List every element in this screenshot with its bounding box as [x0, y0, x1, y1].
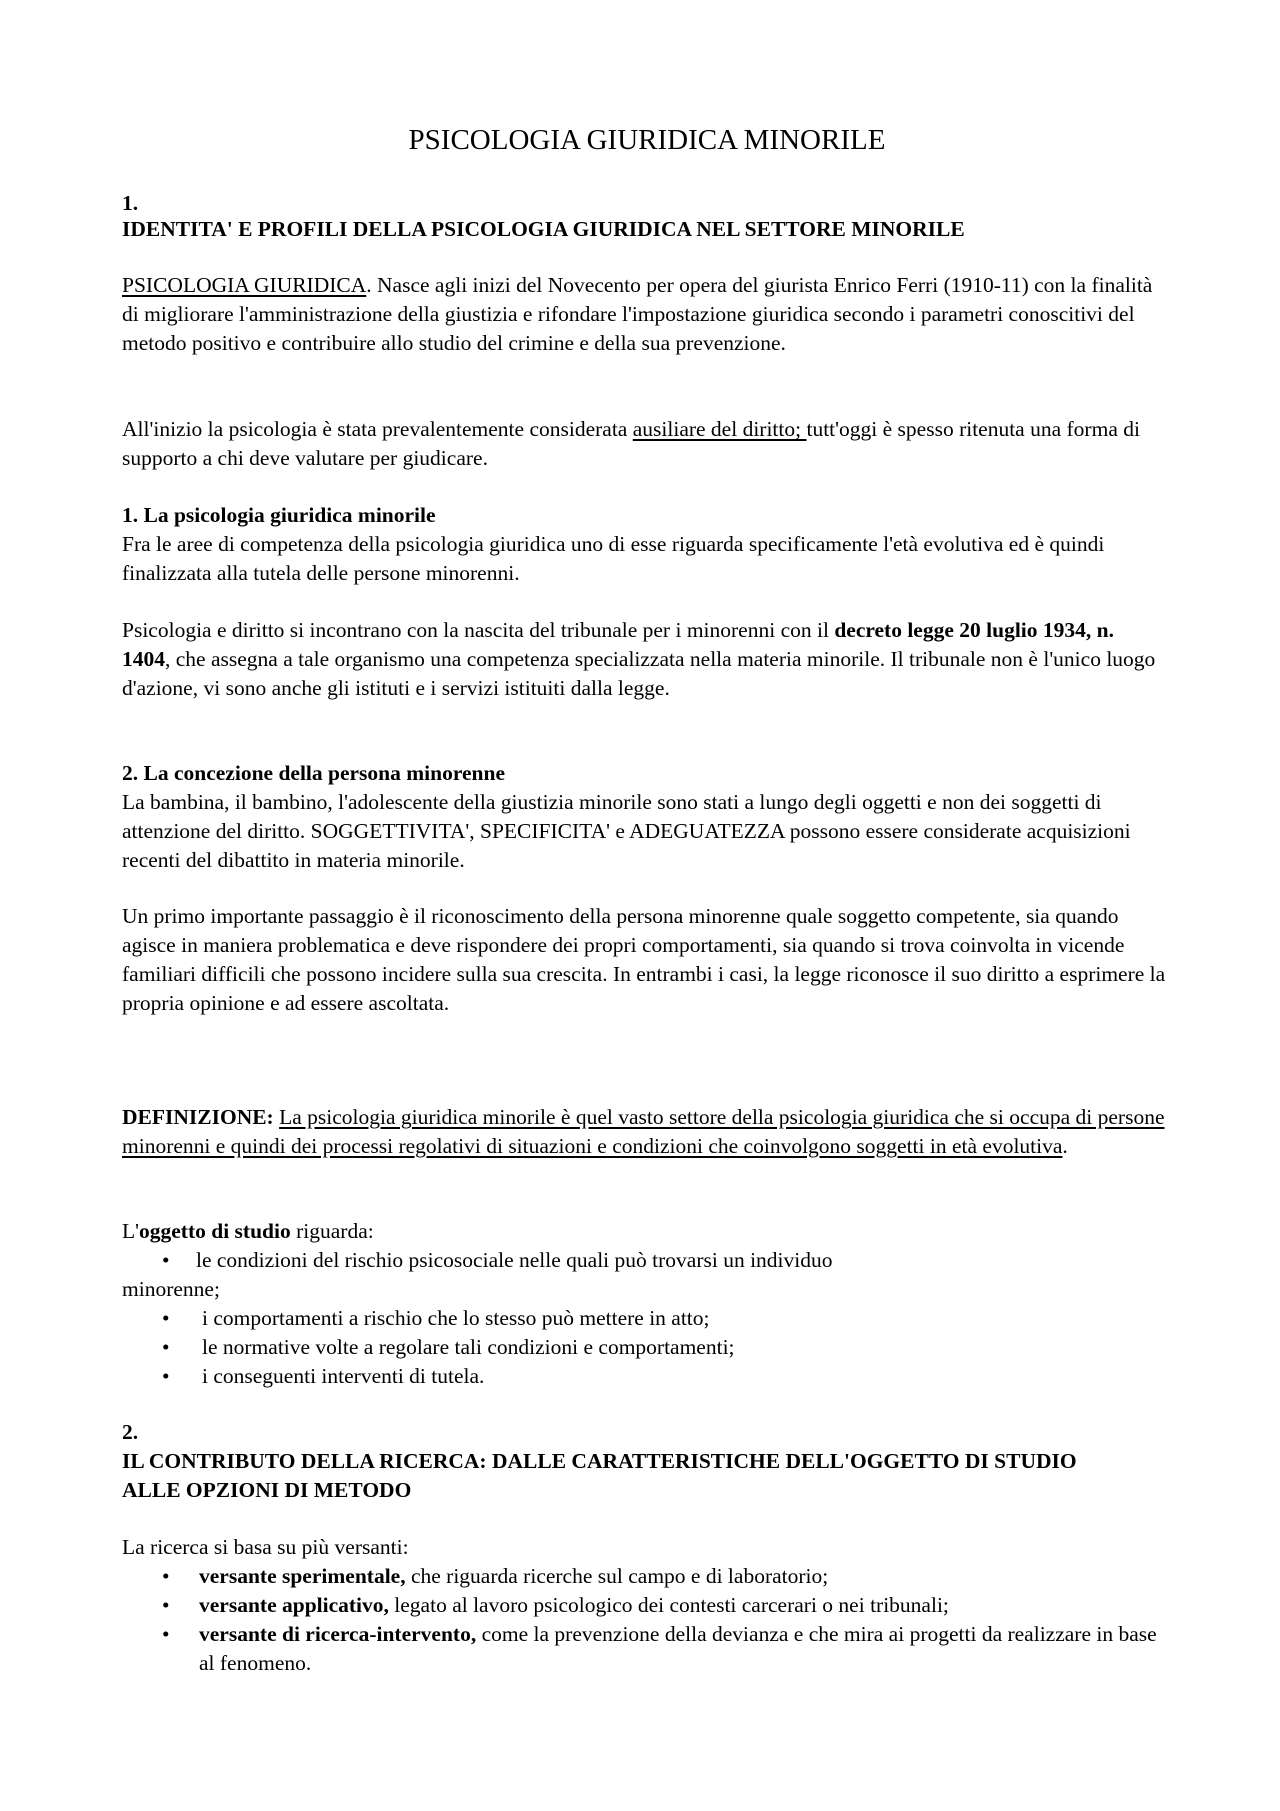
auxiliary-text-before: All'inizio la psicologia è stata prevalentemente considerata [122, 417, 633, 441]
definition-end: . [1062, 1134, 1068, 1158]
oggetto-list [122, 1304, 1172, 1391]
list-item [122, 1362, 1172, 1391]
intro-text: . Nasce agli inizi del Novecento per opera del giurista Enrico Ferri (1910-11) con la finalità di migliorare l'amministrazione della giustizia e rifondare l'impostazione giuridica secondo i parametri conoscitivi del metodo positivo e contribuire allo studio del crimine e della sua prevenzione. [122, 273, 1153, 355]
bullet-icon: • [162, 1364, 170, 1388]
list-item [122, 1304, 1172, 1333]
tribunale-paragraph [122, 616, 1167, 703]
list-item-bold: versante applicativo, [199, 1593, 389, 1617]
oggetto-item-1 [122, 1246, 1167, 1304]
document-title: PSICOLOGIA GIURIDICA MINORILE [408, 124, 886, 156]
list-item-text [122, 1562, 1172, 1591]
oggetto-suffix: riguarda: [290, 1219, 374, 1243]
oggetto-di-studio: oggetto di studio [139, 1219, 291, 1243]
subsection-2-heading: 2. La concezione della persona minorenne [122, 761, 506, 785]
list-item [122, 1562, 1172, 1591]
auxiliary-underlined: ausiliare del diritto; [632, 417, 807, 441]
oggetto-item-1-line-2: minorenne; [122, 1277, 220, 1301]
definition-text: La psicologia giuridica minorile è quel vasto settore della psicologia giuridica che si occupa di persone minorenni e quindi dei processi regolativi di situazioni e condizioni che coinvolgono soggetti in età evolutiva [122, 1105, 1165, 1158]
tribunale-text-before: Psicologia e diritto si incontrano con la nascita del tribunale per i minorenni con il [122, 618, 835, 642]
intro-paragraph [122, 271, 1167, 358]
section-2-heading: IL CONTRIBUTO DELLA RICERCA: DALLE CARATTERISTICHE DELL'OGGETTO DI STUDIO ALLE OPZIONI DI METODO [122, 1449, 1077, 1502]
list-item-text [122, 1591, 1172, 1620]
bullet-icon: • [162, 1593, 170, 1617]
oggetto-item-1-line-1: le condizioni del rischio psicosociale nelle quali può trovarsi un individuo [196, 1248, 833, 1272]
ricerca-list [122, 1562, 1172, 1678]
subsection-1-text: Fra le aree di competenza della psicologia giuridica uno di esse riguarda specificamente l'età evolutiva ed è quindi finalizzata alla tutela delle persone minorenni. [122, 532, 1105, 585]
auxiliary-text-after: tutt'oggi è spesso ritenuta una forma di supporto a chi deve valutare per giudicare. [122, 417, 1140, 470]
section-1-number: 1. [122, 191, 139, 215]
section-2-number: 2. [122, 1420, 139, 1444]
list-item-text: le normative volte a regolare tali condizioni e comportamenti; [202, 1335, 735, 1359]
bullet-icon: • [162, 1248, 170, 1272]
definition-label: DEFINIZIONE: [122, 1105, 274, 1129]
list-item-bold: versante sperimentale, [199, 1564, 406, 1588]
ricerca-intro: La ricerca si basa su più versanti: [122, 1535, 409, 1559]
subsection-1-heading: 1. La psicologia giuridica minorile [122, 503, 436, 527]
list-item-rest: legato al lavoro psicologico dei contesti carcerari o nei tribunali; [388, 1593, 949, 1617]
list-item [122, 1591, 1172, 1620]
bullet-icon: • [162, 1306, 170, 1330]
psicologia-giuridica-term: PSICOLOGIA GIURIDICA [122, 273, 367, 297]
section-1-heading: IDENTITA' E PROFILI DELLA PSICOLOGIA GIURIDICA NEL SETTORE MINORILE [122, 217, 965, 241]
recognition-paragraph: Un primo importante passaggio è il riconoscimento della persona minorenne quale soggetto competente, sia quando agisce in maniera problematica e deve rispondere dei propri comportamenti, sia quando si trova coinvolta in vicende familiari difficili che possono incidere sulla sua crescita. In entrambi i casi, la legge riconosce il suo diritto a esprimere la propria opinione e ad essere ascoltata. [122, 904, 1166, 1015]
list-item-text [122, 1620, 1169, 1678]
oggetto-prefix: L' [122, 1219, 140, 1243]
list-item-text: i comportamenti a rischio che lo stesso può mettere in atto; [202, 1306, 710, 1330]
bullet-icon: • [162, 1622, 170, 1646]
subsection-2-text: La bambina, il bambino, l'adolescente della giustizia minorile sono stati a lungo degli oggetti e non dei soggetti di attenzione del diritto. SOGGETTIVITA', SPECIFICITA' e ADEGUATEZZA possono essere considerate acquisizioni recenti del dibattito in materia minorile. [122, 790, 1131, 872]
bullet-icon: • [162, 1335, 170, 1359]
bullet-icon: • [162, 1564, 170, 1588]
list-item-text: i conseguenti interventi di tutela. [202, 1364, 485, 1388]
tribunale-text-after: , che assegna a tale organismo una competenza specializzata nella materia minorile. Il tribunale non è l'unico luogo d'azione, vi sono anche gli istituti e i servizi istituiti dalla legge. [122, 647, 1156, 700]
list-item [122, 1620, 1172, 1678]
auxiliary-paragraph [122, 415, 1167, 473]
list-item-bold: versante di ricerca-intervento, [199, 1622, 477, 1646]
list-item [122, 1333, 1172, 1362]
oggetto-intro [122, 1217, 1167, 1246]
decreto-legge: decreto legge 20 luglio 1934, n. 1404 [122, 618, 1114, 671]
list-item-rest: come la prevenzione della devianza e che mira ai progetti da realizzare in base al fenomeno. [199, 1622, 1157, 1675]
list-item-rest: che riguarda ricerche sul campo e di laboratorio; [405, 1564, 829, 1588]
definition-paragraph [122, 1103, 1167, 1161]
